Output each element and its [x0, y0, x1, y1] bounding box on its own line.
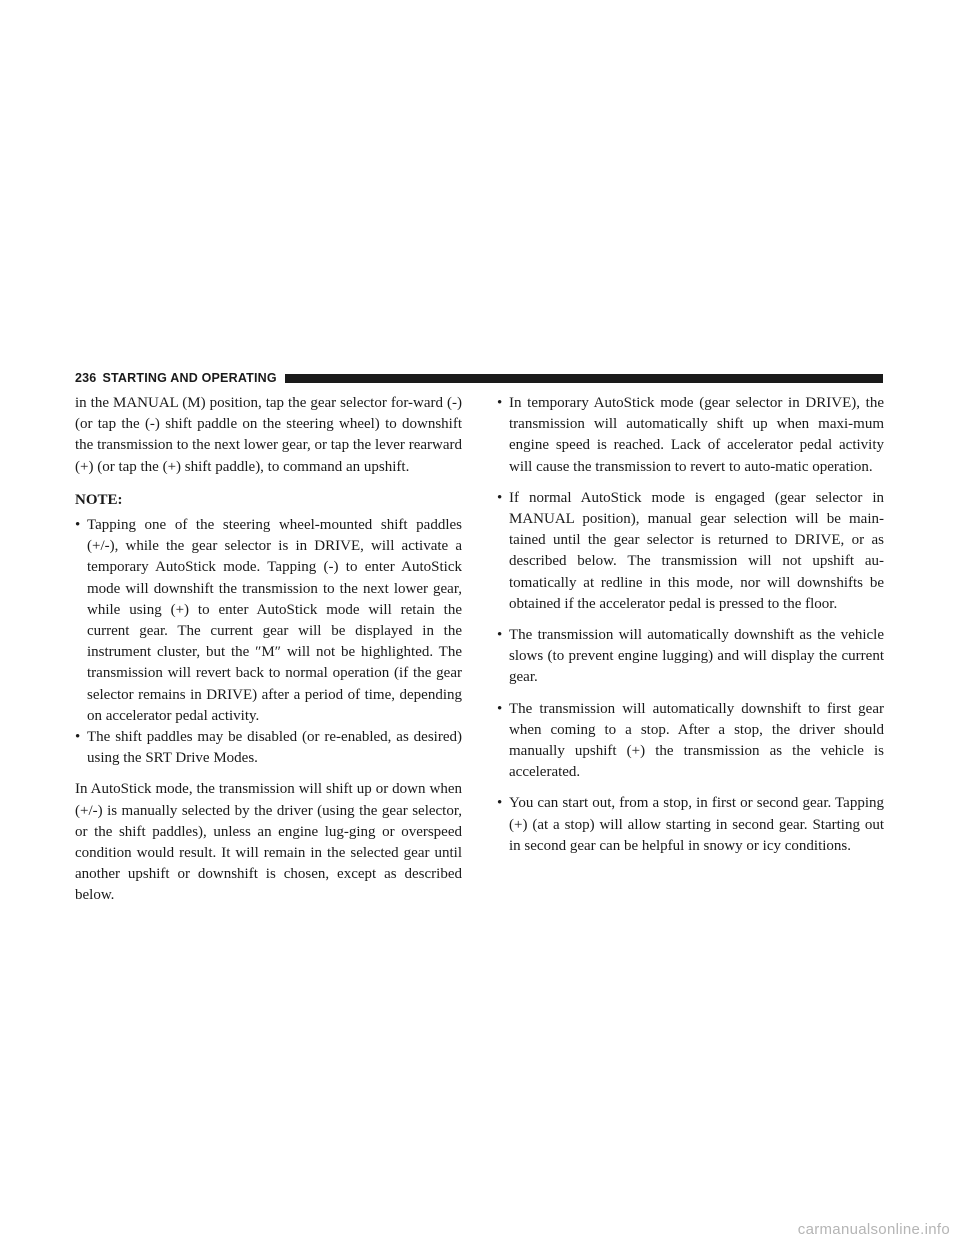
list-item	[497, 625, 884, 689]
bullet-icon: •	[497, 395, 503, 411]
list-item	[497, 488, 884, 615]
list-item-text: If normal AutoStick mode is engaged (gear selector in MANUAL position), manual gear selection will be main-tained until the gear selector is returned to DRIVE, or as described below. The transmission will not upshift au-tomatically at redline in this mode, nor will downshifts be obtained if the accelerator pedal is pressed to the floor.	[509, 489, 884, 612]
list-item-text: You can start out, from a stop, in first or second gear. Tapping (+) (at a stop) will allow starting in second gear. Starting out in second gear can be helpful in snowy or icy conditions.	[509, 795, 884, 854]
list-item-text: The transmission will automatically downshift as the vehicle slows (to prevent engine lugging) and will display the current gear.	[509, 627, 884, 686]
bullet-icon: •	[497, 627, 503, 644]
left-column	[75, 393, 462, 907]
list-item-text: In temporary AutoStick mode (gear selector in DRIVE), the transmission will automatically shift up when maxi-mum engine speed is reached. Lack of accelerator pedal activity will cause the transmission to revert to auto-matic operation.	[509, 395, 884, 475]
right-column	[497, 393, 884, 867]
list-item	[497, 699, 884, 784]
bullet-icon: •	[75, 517, 81, 534]
list-item	[497, 793, 884, 857]
watermark: carmanualsonline.info	[797, 1221, 950, 1238]
note-bullet-text: The shift paddles may be disabled (or re-enabled, as desired) using the SRT Drive Modes.	[87, 729, 462, 767]
list-item-text: The transmission will automatically downshift to first gear when coming to a stop. After a stop, the driver should manually upshift (+) the transmission as the vehicle is accelerated.	[509, 700, 884, 781]
page-number: 236	[75, 371, 97, 385]
intro-paragraph: in the MANUAL (M) position, tap the gear selector for-ward (-) (or tap the (-) shift paddle on the steering wheel) to downshift the transmission to the next lower gear, or tap the lever rearward (+) (or tap the (+) shift paddle), to command an upshift.	[75, 395, 462, 475]
note-label: NOTE:	[75, 491, 123, 508]
note-bullet-text: Tapping one of the steering wheel-mounted shift paddles (+/-), while the gear selector is in DRIVE, will activate a temporary AutoStick mode. Tapping (-) to enter AutoStick mode will downshift the transmission to the next lower gear, while using (+) to enter AutoStick mode will retain the current gear. The current gear will be displayed in the instrument cluster, but the ″M″ will not be highlighted. The transmission will revert back to normal operation (if the gear selector remains in DRIVE) after a period of time, depending on accelerator pedal activity.	[87, 517, 462, 724]
note-bullet	[75, 727, 462, 769]
bullet-icon: •	[75, 729, 81, 746]
closing-paragraph: In AutoStick mode, the transmission will shift up or down when (+/-) is manually selected by the driver (using the gear selector, or the shift paddles), unless an engine lug-ging or overspeed condition would result. It will remain in the selected gear until another upshift or downshift is chosen, except as described below.	[75, 781, 462, 904]
bullet-icon: •	[497, 795, 503, 812]
list-item	[497, 393, 884, 478]
section-title: STARTING AND OPERATING	[102, 371, 277, 385]
bullet-icon: •	[497, 489, 503, 506]
bullet-icon: •	[497, 700, 503, 717]
header-rule	[285, 374, 883, 383]
page-header	[75, 370, 883, 386]
note-bullet	[75, 515, 462, 727]
